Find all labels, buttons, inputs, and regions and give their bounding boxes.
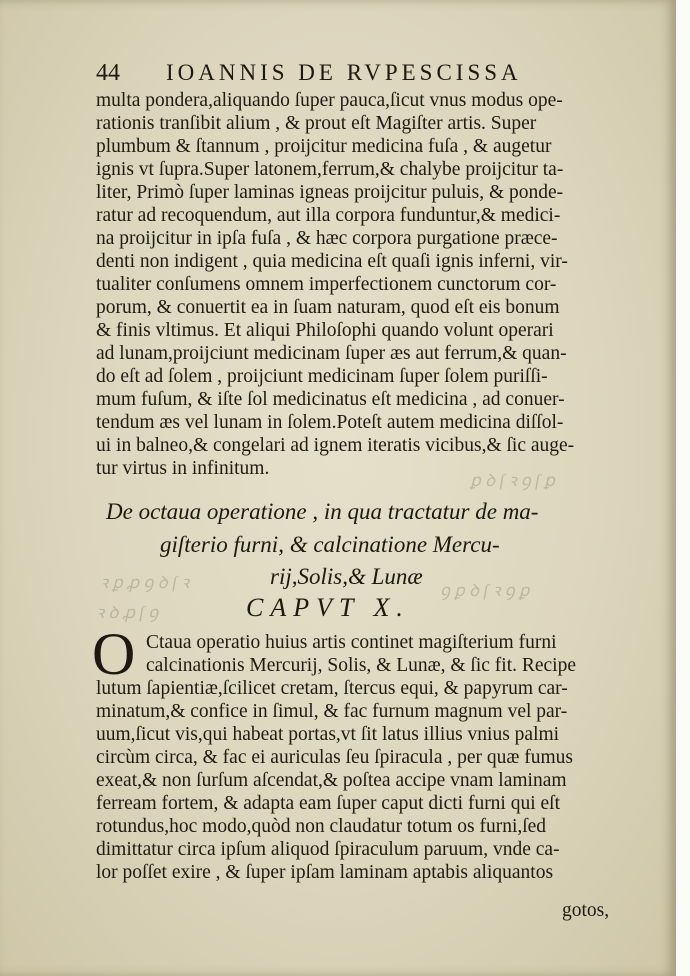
text-line: tendum æs vel lunam in ſolem.Poteſt autem medicina diſſol- bbox=[96, 412, 564, 433]
running-head: IOANNIS DE RVPESCISSA bbox=[166, 60, 522, 85]
bleed-through-text: ꝑ ꝺ ſ ꝛ ꝯ ſ ꝑ bbox=[470, 471, 555, 490]
text-line: calcinationis Mercurij, Solis, & Lunæ, & ſic fit. Recipe bbox=[146, 655, 576, 676]
page-number: 44 bbox=[96, 60, 120, 86]
text-line: porum, & conuertit ea in ſuam naturam, quod eſt eis bonum bbox=[96, 297, 560, 318]
page-edge bbox=[676, 0, 690, 976]
text-line: lutum ſapientiæ,ſcilicet cretam, ſtercus equi, & papyrum car- bbox=[96, 678, 568, 699]
chapter-label: CAPVT X. bbox=[246, 593, 410, 622]
text-line: ignis vt ſupra.Super latonem,ferrum,& chalybe proijcitur ta- bbox=[96, 159, 564, 180]
text-line: liter, Primò ſuper laminas igneas proijcitur puluis, & ponde- bbox=[96, 182, 564, 203]
text-line: exeat,& non ſurſum aſcendat,& poſtea accipe vnam laminam bbox=[96, 770, 567, 791]
drop-cap: O bbox=[92, 621, 136, 687]
text-line: ratur ad recoquendum, aut illa corpora funduntur,& medici- bbox=[96, 205, 561, 226]
text-line: rotundus,hoc modo,quòd non claudatur totum os furni,ſed bbox=[96, 816, 547, 837]
heading-line: giſterio furni, & calcinatione Mercu- bbox=[160, 532, 500, 557]
text-line: Ctaua operatio huius artis continet magiſterium furni bbox=[146, 632, 557, 653]
text-line: minatum,& confice in ſimul, & fac furnum magnum vel par- bbox=[96, 701, 568, 722]
text-line: denti non indigent , quia medicina eſt quaſi ignis inferni, vir- bbox=[96, 251, 568, 272]
bleed-through-text: ꝯ ꝑ ꝺ ſ ꝛ ꝯ ꝑ bbox=[440, 581, 530, 600]
text-line: circùm circa, & fac ei auriculas ſeu ſpiracula , per quæ fumus bbox=[96, 747, 574, 768]
text-line: & finis vltimus. Et aliqui Philoſophi quando volunt operari bbox=[96, 320, 554, 341]
text-line: mum fuſum, & iſte ſol medicinatus eſt medicina , ad conuer- bbox=[96, 389, 565, 410]
page-header bbox=[96, 58, 596, 88]
text-line: tualiter conſumens omnem imperfectionem cunctorum cor- bbox=[96, 274, 557, 295]
text-line: multa pondera,aliquando ſuper pauca,ſicut vnus modus ope- bbox=[96, 90, 563, 111]
bleed-through-text: ꝛ ꝺ ꝓ ſ ꝯ bbox=[96, 603, 159, 622]
bleed-through-text: ꝛ ꝑ ꝓ ꝯ ꝺ ſ ꝛ bbox=[100, 573, 190, 592]
text-line: tur virtus in infinitum. bbox=[96, 458, 270, 479]
text-line: na proijcitur in ipſa fuſa , & hæc corpora purgatione præce- bbox=[96, 228, 558, 249]
text-line: ui in balneo,& congelari ad ignem iteratis vicibus,& ſic auge- bbox=[96, 435, 575, 456]
heading-line: De octaua operatione , in qua tractatur de ma- bbox=[106, 499, 539, 524]
text-line: rationis tranſibit alium , & prout eſt Magiſter artis. Super bbox=[96, 113, 537, 134]
catchword: gotos, bbox=[562, 900, 610, 921]
text-line: uum,ſicut vis,qui habeat portas,vt ſit latus illius vnius palmi bbox=[96, 724, 560, 745]
text-line: ad lunam,proijciunt medicinam ſuper æs aut ferrum,& quan- bbox=[96, 343, 567, 364]
text-line: do eſt ad ſolem , proijciunt medicinam ſuper ſolem puriſſi- bbox=[96, 366, 548, 387]
text-line: dimittatur circa ipſum aliquod ſpiraculum paruum, vnde ca- bbox=[96, 839, 560, 860]
text-line: ferream fortem, & adapta eam ſuper caput dicti furni qui eſt bbox=[96, 793, 561, 814]
heading-line: rij,Solis,& Lunæ bbox=[270, 564, 423, 589]
text-line: plumbum & ſtannum , proijcitur medicina fuſa , & augetur bbox=[96, 136, 552, 157]
text-line: lor poſſet exire , & ſuper ipſam laminam aptabis aliquantos bbox=[96, 862, 554, 883]
